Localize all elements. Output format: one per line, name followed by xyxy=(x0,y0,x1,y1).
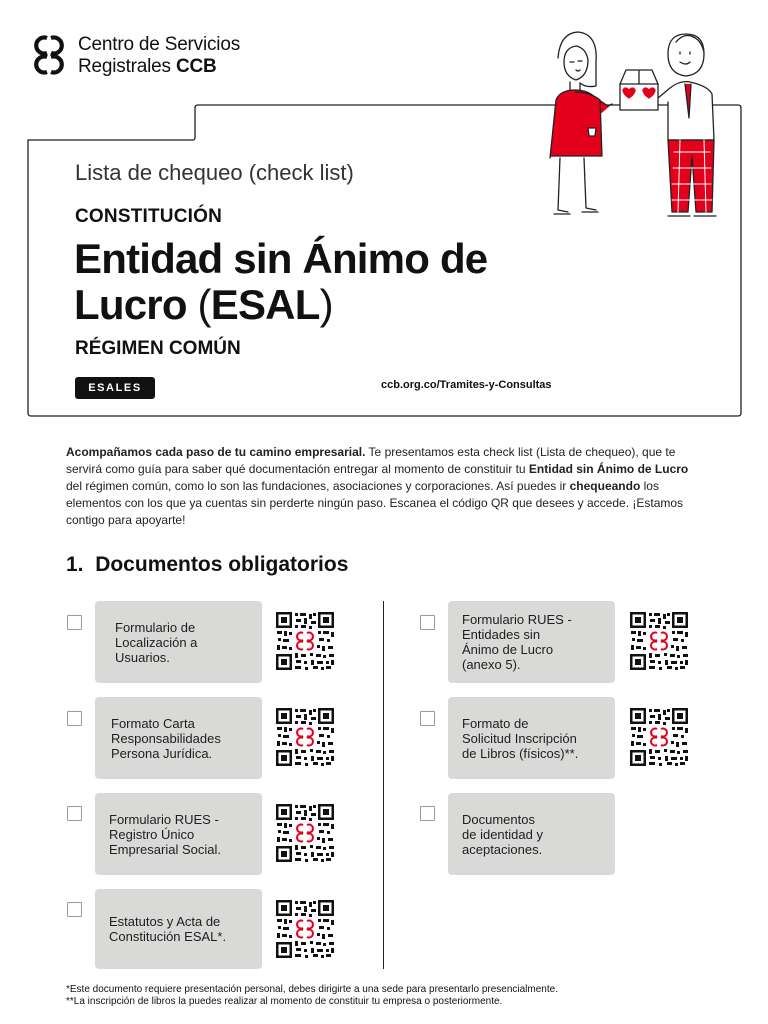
qr-code-libros[interactable] xyxy=(629,707,689,767)
qr-code-rues-registro[interactable] xyxy=(275,803,335,863)
page-title xyxy=(74,236,554,328)
card-formato-carta xyxy=(95,697,262,779)
card-text-line: aceptaciones. xyxy=(462,841,543,857)
logo-text xyxy=(78,34,240,78)
ccb-logo xyxy=(28,34,240,78)
checkbox-inscripcion-libros[interactable] xyxy=(420,711,435,726)
ccb-logo-icon xyxy=(28,34,70,76)
intro-bold3: chequeando xyxy=(569,479,641,493)
card-text-line: Solicitud Inscripción xyxy=(462,730,577,746)
checkbox-localizacion[interactable] xyxy=(67,615,82,630)
column-divider xyxy=(383,601,384,969)
card-text-line: Responsabilidades xyxy=(111,730,221,746)
checkbox-carta-responsabilidades[interactable] xyxy=(67,711,82,726)
card-text-line: Entidades sin xyxy=(462,627,541,642)
card-text-line: de Libros (físicos)**. xyxy=(462,745,579,761)
qr-code-localizacion[interactable] xyxy=(275,611,335,671)
card-text-line: Formato Carta xyxy=(111,715,195,731)
checkbox-rues-registro[interactable] xyxy=(67,806,82,821)
card-formulario-rues-esal xyxy=(448,601,615,683)
card-text-line: Formulario de xyxy=(115,619,196,635)
card-text-line: Usuarios. xyxy=(115,649,170,665)
qr-code-carta[interactable] xyxy=(275,707,335,767)
card-estatutos-acta xyxy=(95,889,262,969)
qr-code-rues-esal[interactable] xyxy=(629,611,689,671)
card-text-line: Persona Jurídica. xyxy=(111,745,213,761)
title-line1: Entidad sin Ánimo de xyxy=(74,235,488,282)
regimen-label: RÉGIMEN COMÚN xyxy=(75,338,241,359)
intro-bold1: Acompañamos cada paso de tu camino empresarial. xyxy=(66,445,366,459)
intro-bold2: Entidad sin Ánimo de Lucro xyxy=(528,462,689,476)
card-text-line: de identidad y xyxy=(462,826,543,842)
title-abbr: ESAL xyxy=(210,281,320,328)
esales-tag: ESALES xyxy=(75,377,155,399)
card-formulario-localizacion xyxy=(95,601,262,683)
card-text-line: Documentos xyxy=(462,811,535,827)
card-text-line: Formato de xyxy=(462,715,529,731)
card-text-line: Estatutos y Acta de xyxy=(109,914,221,929)
qr-code-estatutos[interactable] xyxy=(275,899,335,959)
card-formulario-rues-registro xyxy=(95,793,262,875)
card-solicitud-libros xyxy=(448,697,615,779)
logo-line1: Centro de Servicios xyxy=(78,34,240,55)
card-text-line: Formulario RUES - xyxy=(109,811,219,827)
card-text-line: Empresarial Social. xyxy=(109,841,221,857)
footnote-2: **La inscripción de libros la puedes realizar al momento de constituir tu empresa o posteriormente. xyxy=(66,996,503,1007)
title-line2-main: Lucro xyxy=(74,281,198,328)
intro-text3: los elementos con los que ya cuentas sin perderte ningún paso. Escanea el código QR que desees y accede. ¡Estamos contigo para apoyarte! xyxy=(66,479,684,527)
card-text-line: Registro Único xyxy=(109,826,195,842)
card-text-line: (anexo 5). xyxy=(462,657,521,672)
kicker-constitucion: CONSTITUCIÓN xyxy=(75,206,223,227)
checkbox-estatutos[interactable] xyxy=(67,902,82,917)
title-open-paren: ( xyxy=(197,281,211,328)
card-documentos-identidad xyxy=(448,793,615,875)
intro-paragraph xyxy=(66,444,706,529)
logo-line2: Registrales xyxy=(78,56,171,77)
section-number: 1. xyxy=(66,553,84,576)
card-text-line: Formulario RUES - xyxy=(462,612,572,627)
section-title xyxy=(66,553,348,577)
card-text-line: Constitución ESAL*. xyxy=(109,929,227,944)
intro-text2: del régimen común, como lo son las fundaciones, asociaciones y corporaciones. Así puedes ir xyxy=(66,479,570,493)
checkbox-rues-esal[interactable] xyxy=(420,615,435,630)
footnotes xyxy=(66,984,558,1008)
section-title-text: Documentos obligatorios xyxy=(95,553,349,576)
checklist-subtitle: Lista de chequeo (check list) xyxy=(75,160,354,185)
intro-text1: Te presentamos esta check list (Lista de chequeo), que te servirá como guía para saber qué documentación entregar al momento de constituir tu xyxy=(66,445,676,476)
people-illustration xyxy=(540,28,740,224)
title-close-paren: ) xyxy=(319,281,333,328)
checkbox-documentos-identidad[interactable] xyxy=(420,806,435,821)
ccb-url-link[interactable]: ccb.org.co/Tramites-y-Consultas xyxy=(381,379,552,391)
card-text-line: Ánimo de Lucro xyxy=(462,642,554,657)
footnote-1: *Este documento requiere presentación personal, debes dirigirte a una sede para presentarlo presencialmente. xyxy=(66,984,558,995)
logo-bold: CCB xyxy=(175,56,217,77)
card-text-line: Localización a xyxy=(115,634,198,650)
